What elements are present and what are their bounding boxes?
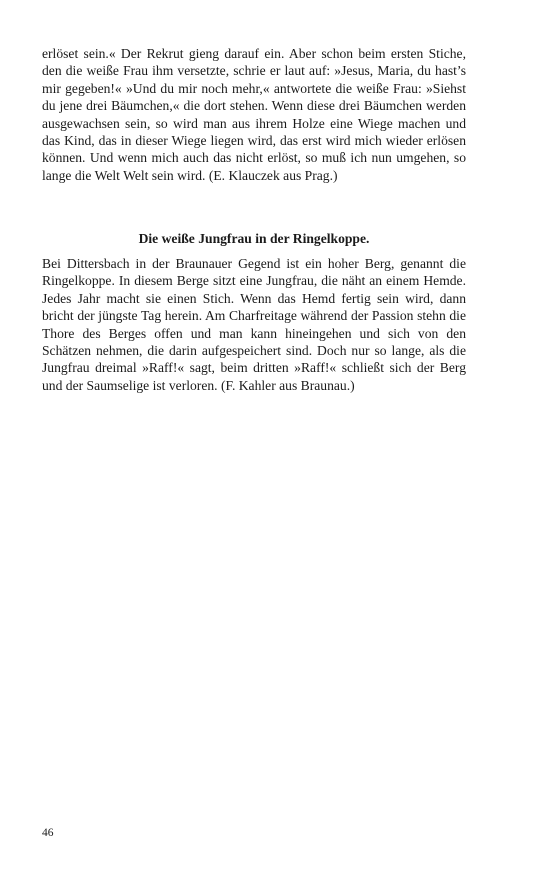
continuation-text-block (42, 45, 466, 184)
continuation-paragraph: erlöset sein.« Der Rekrut gieng darauf ein. Aber schon beim ersten Stiche, den die weiße Frau ihm versetzte, schrie er laut auf: »Jesus, Maria, du hast’s mir gegeben!« »Und du mir noch mehr,« antwortete die weiße Frau: »Siehst du jene drei Bäumchen,« die dort stehen. Wenn diese drei Bäumchen werden ausgewachsen sein, so wird man aus ihrem Holze eine Wiege machen und das Kind, das in dieser Wiege liegen wird, das erst wird mich wieder erlösen können. Und wenn mich auch das nicht erlöst, so muß ich nun umgehen, so lange die Welt Welt sein wird. (E. Klauczek aus Prag.) (42, 46, 466, 183)
section-title: Die weiße Jungfrau in der Ringelkoppe. (138, 231, 370, 246)
page-number: 46 (42, 827, 54, 839)
section-paragraph: Bei Dittersbach in der Braunauer Gegend ist ein hoher Berg, genannt die Ringelkoppe. In diesem Berge sitzt eine Jungfrau, die näht an einem Hemde. Jedes Jahr macht sie einen Stich. Wenn das Hemd fertig sein wird, dann bricht der jüngste Tag herein. Am Charfreitage während der Passion stehn die Thore des Berges offen und man kann hineingehen und sich von den Schätzen nehmen, die darin aufgespeichert sind. Doch nur so lange, als die Jungfrau dreimal »Raff!« sagt, beim dritten »Raff!« schließt sich der Berg und der Saumselige ist verloren. (F. Kahler aus Braunau.) (42, 256, 466, 393)
section-text-block (42, 255, 466, 394)
